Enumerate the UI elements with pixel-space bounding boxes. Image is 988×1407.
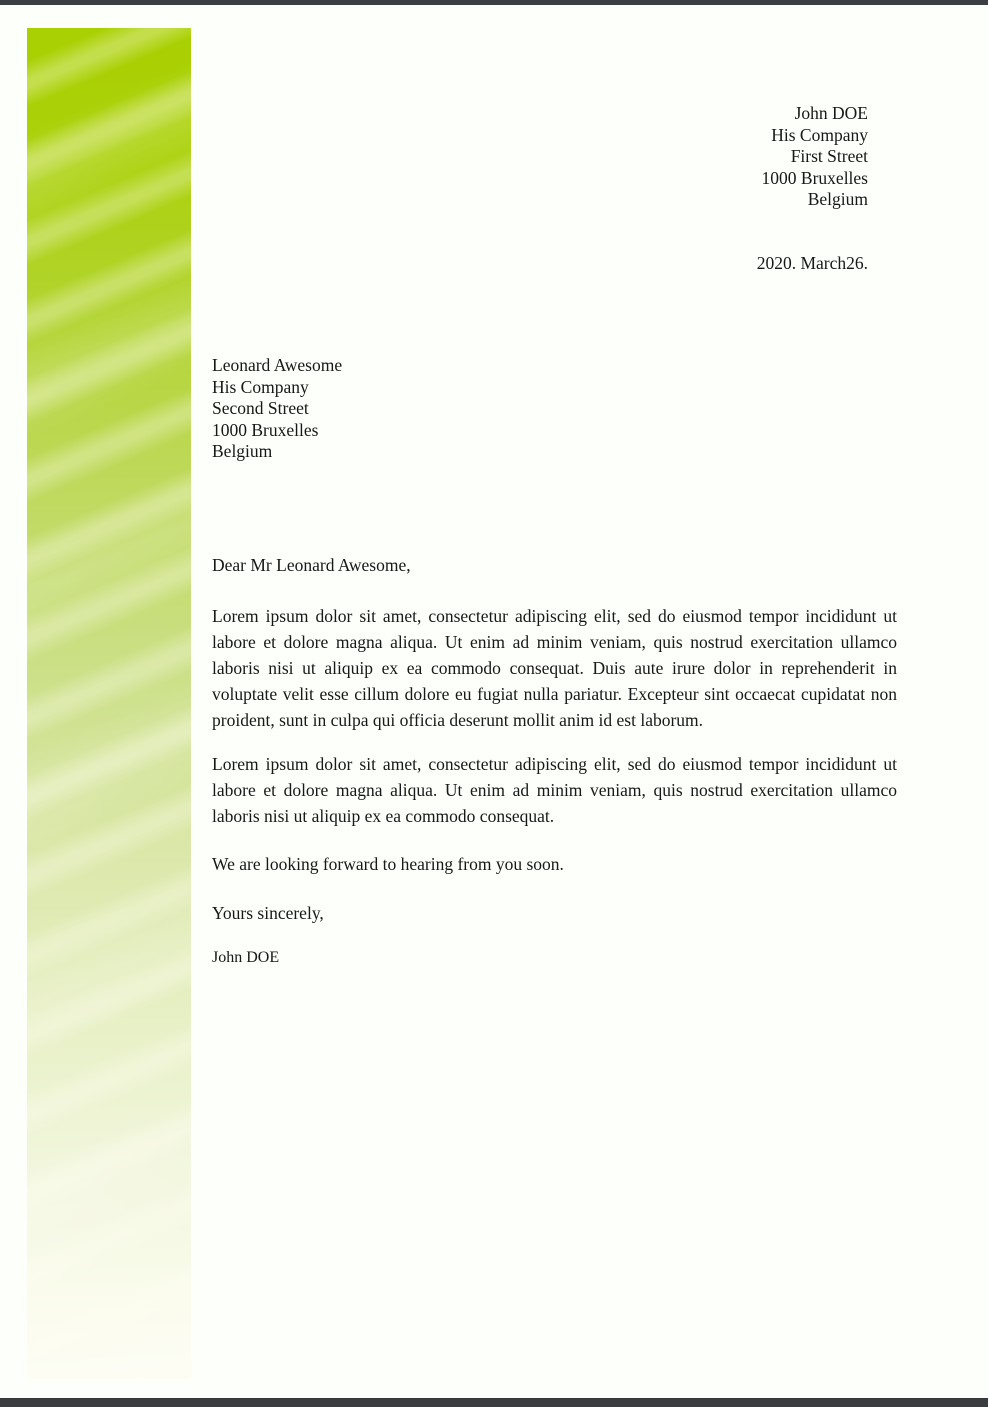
sender-address-block bbox=[762, 103, 868, 211]
closing-sentence: We are looking forward to hearing from you soon. bbox=[212, 854, 564, 874]
accent-sidebar-gradient bbox=[27, 28, 191, 1379]
body-paragraph-1: Lorem ipsum dolor sit amet, consectetur adipiscing elit, sed do eiusmod tempor incididunt ut labore et dolore magna aliqua. Ut enim ad minim veniam, quis nostrud exercitation ullamco laboris nisi ut aliquip ex ea commodo consequat. Duis aute irure dolor in reprehenderit in voluptate velit esse cillum dolore eu fugiat nulla pariatur. Excepteur sint occaecat cupidatat non proident, sunt in culpa qui officia deserunt mollit anim id est laborum. bbox=[212, 606, 897, 730]
recipient-country: Belgium bbox=[212, 441, 273, 461]
top-window-border bbox=[0, 0, 988, 5]
salutation: Dear Mr Leonard Awesome, bbox=[212, 555, 411, 575]
bottom-window-border bbox=[0, 1398, 988, 1407]
sender-name: John DOE bbox=[794, 103, 868, 123]
recipient-address-block bbox=[212, 355, 342, 463]
sender-country: Belgium bbox=[807, 189, 868, 210]
body-paragraph-2: Lorem ipsum dolor sit amet, consectetur adipiscing elit, sed do eiusmod tempor incididunt ut labore et dolore magna aliqua. Ut enim ad minim veniam, quis nostrud exercitation ullamco laboris nisi ut aliquip ex ea commodo consequat. bbox=[212, 754, 897, 826]
sender-city: 1000 Bruxelles bbox=[761, 167, 868, 188]
recipient-street: Second Street bbox=[212, 398, 309, 418]
letter-date: 2020. March26. bbox=[756, 253, 868, 273]
signoff: Yours sincerely, bbox=[212, 903, 324, 923]
signature-name: John DOE bbox=[212, 949, 280, 966]
sender-street: First Street bbox=[790, 146, 868, 167]
sender-company: His Company bbox=[771, 124, 868, 145]
recipient-company: His Company bbox=[212, 376, 309, 397]
recipient-name: Leonard Awesome bbox=[212, 355, 343, 375]
recipient-city: 1000 Bruxelles bbox=[212, 419, 319, 440]
